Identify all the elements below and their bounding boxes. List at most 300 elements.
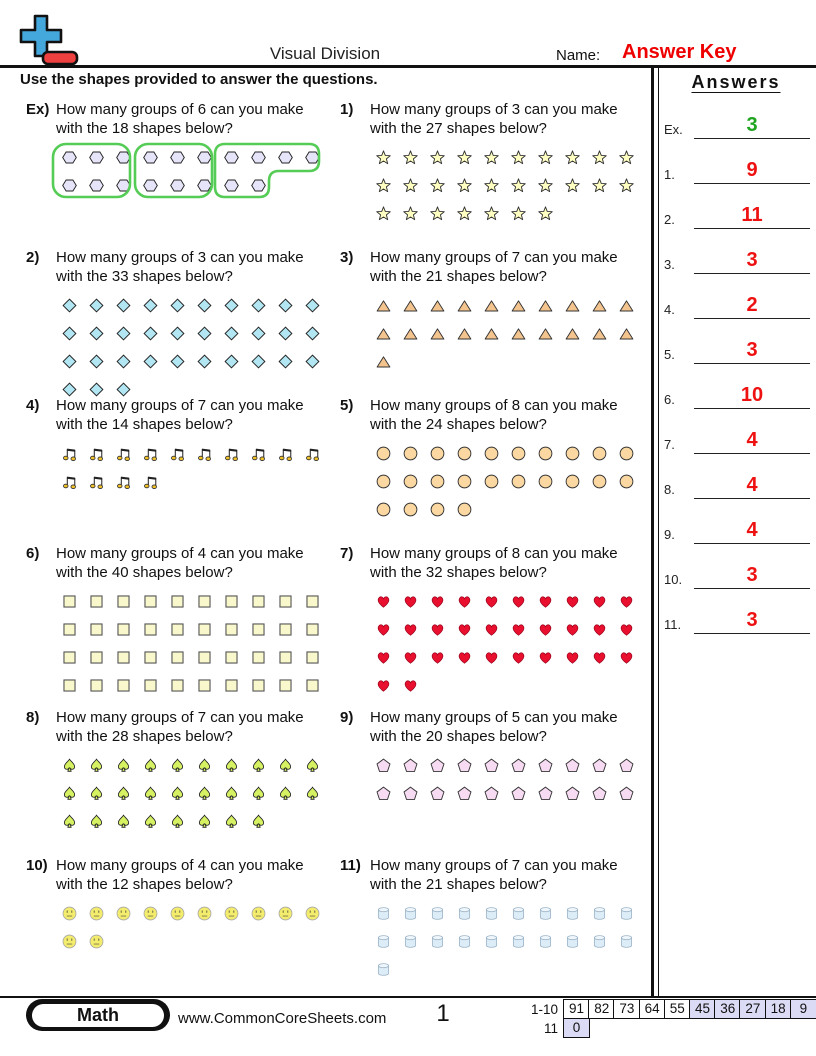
spade-shape-icon (218, 779, 245, 807)
square-shape-icon (56, 643, 83, 671)
cylinder-shape-icon (370, 927, 397, 955)
answer-number: 1. (664, 167, 675, 182)
answer-blank-line (694, 519, 810, 544)
question-line1: How many groups of 4 can you make (56, 545, 304, 562)
heart-shape-icon (586, 615, 613, 643)
question-line2: with the 12 shapes below? (56, 876, 233, 893)
spade-shape-icon (245, 751, 272, 779)
score-cells (563, 1018, 590, 1038)
spade-shape-icon (83, 779, 110, 807)
diamond-shape-icon (83, 319, 110, 347)
instructions-text: Use the shapes provided to answer the questions. (20, 71, 378, 88)
header-rule (0, 65, 816, 68)
hexagon-shape-icon (83, 143, 110, 171)
triangle-shape-icon (532, 291, 559, 319)
score-cell: 18 (765, 999, 792, 1019)
music-note-shape-icon (164, 439, 191, 467)
triangle-shape-icon (559, 291, 586, 319)
answer-number: 8. (664, 482, 675, 497)
cylinder-shape-icon (424, 927, 451, 955)
music-note-shape-icon (245, 439, 272, 467)
circle-shape-icon (559, 439, 586, 467)
circle-shape-icon (424, 467, 451, 495)
square-shape-icon (83, 643, 110, 671)
question-line1: How many groups of 7 can you make (370, 249, 618, 266)
circle-shape-icon (370, 467, 397, 495)
heart-shape-icon (451, 587, 478, 615)
square-shape-icon (110, 615, 137, 643)
circle-shape-icon (559, 467, 586, 495)
answer-value: 9 (746, 159, 758, 181)
square-shape-icon (56, 587, 83, 615)
question-line2: with the 21 shapes below? (370, 876, 547, 893)
diamond-shape-icon (245, 347, 272, 375)
triangle-shape-icon (370, 319, 397, 347)
music-note-shape-icon (56, 439, 83, 467)
cylinder-shape-icon (505, 927, 532, 955)
hexagon-shape-icon (191, 143, 218, 171)
hexagon-shape-icon (272, 143, 299, 171)
triangle-shape-icon (532, 319, 559, 347)
triangle-shape-icon (559, 319, 586, 347)
square-shape-icon (56, 671, 83, 699)
triangle-shape-icon (451, 319, 478, 347)
heart-shape-icon (586, 643, 613, 671)
circle-shape-icon (613, 467, 640, 495)
answer-row (664, 334, 810, 364)
diamond-shape-icon (137, 347, 164, 375)
circle-shape-icon (613, 439, 640, 467)
question-block (340, 544, 650, 699)
star-shape-icon (532, 171, 559, 199)
question-block (340, 100, 650, 227)
spade-shape-icon (56, 751, 83, 779)
heart-shape-icon (370, 671, 397, 699)
answer-number: 6. (664, 392, 675, 407)
triangle-shape-icon (451, 291, 478, 319)
music-note-shape-icon (272, 439, 299, 467)
square-shape-icon (245, 671, 272, 699)
score-row-label: 1-10 (530, 1002, 558, 1017)
question-block (340, 856, 650, 983)
question-line2: with the 28 shapes below? (56, 728, 233, 745)
triangle-shape-icon (370, 291, 397, 319)
answer-value: 11 (741, 204, 763, 226)
shapes-grid (370, 899, 650, 983)
heart-shape-icon (505, 587, 532, 615)
answer-row (664, 424, 810, 454)
heart-shape-icon (451, 643, 478, 671)
heart-shape-icon (559, 643, 586, 671)
question-block (26, 544, 336, 699)
pentagon-shape-icon (505, 779, 532, 807)
hexagon-shape-icon (245, 171, 272, 199)
pentagon-shape-icon (532, 751, 559, 779)
hexagon-shape-icon (299, 143, 326, 171)
square-shape-icon (272, 671, 299, 699)
cylinder-shape-icon (478, 899, 505, 927)
heart-shape-icon (370, 615, 397, 643)
answer-row (664, 109, 810, 139)
answer-number: Ex. (664, 122, 683, 137)
shapes-grid (370, 439, 650, 523)
heart-shape-icon (424, 643, 451, 671)
question-line1: How many groups of 7 can you make (56, 397, 304, 414)
pentagon-shape-icon (505, 751, 532, 779)
shapes-grid (56, 439, 336, 495)
diamond-shape-icon (164, 347, 191, 375)
question-line1: How many groups of 3 can you make (56, 249, 304, 266)
question-number: 4) (26, 397, 40, 414)
star-shape-icon (451, 199, 478, 227)
square-shape-icon (164, 587, 191, 615)
star-shape-icon (478, 143, 505, 171)
triangle-shape-icon (478, 319, 505, 347)
answers-heading: Answers (691, 72, 781, 92)
pentagon-shape-icon (613, 751, 640, 779)
question-line1: How many groups of 8 can you make (370, 545, 618, 562)
diamond-shape-icon (272, 291, 299, 319)
diamond-shape-icon (56, 291, 83, 319)
diamond-shape-icon (137, 291, 164, 319)
answer-row (664, 154, 810, 184)
answer-row (664, 289, 810, 319)
score-cell: 9 (790, 999, 816, 1019)
score-cell: 27 (739, 999, 766, 1019)
star-shape-icon (424, 143, 451, 171)
heart-shape-icon (397, 671, 424, 699)
cylinder-shape-icon (370, 955, 397, 983)
question-line1: How many groups of 6 can you make (56, 101, 304, 118)
answer-value: 3 (746, 564, 758, 586)
question-line2: with the 14 shapes below? (56, 416, 233, 433)
spade-shape-icon (56, 779, 83, 807)
music-note-shape-icon (137, 439, 164, 467)
subject-badge-label: Math (32, 1004, 164, 1027)
question-line2: with the 20 shapes below? (370, 728, 547, 745)
cylinder-shape-icon (532, 927, 559, 955)
diamond-shape-icon (164, 319, 191, 347)
question-block (340, 396, 650, 523)
score-cell: 64 (639, 999, 666, 1019)
pentagon-shape-icon (424, 751, 451, 779)
question-block (26, 100, 336, 199)
diamond-shape-icon (272, 319, 299, 347)
shapes-grid (56, 587, 336, 699)
circle-shape-icon (397, 495, 424, 523)
square-shape-icon (218, 615, 245, 643)
circle-shape-icon (397, 439, 424, 467)
cylinder-shape-icon (505, 899, 532, 927)
music-note-shape-icon (191, 439, 218, 467)
star-shape-icon (424, 171, 451, 199)
music-note-shape-icon (83, 439, 110, 467)
question-number: 1) (340, 101, 354, 118)
star-shape-icon (397, 143, 424, 171)
answer-blank-line (694, 384, 810, 409)
cylinder-shape-icon (559, 927, 586, 955)
square-shape-icon (191, 671, 218, 699)
answer-blank-line (694, 339, 810, 364)
triangle-shape-icon (397, 319, 424, 347)
score-row (520, 999, 816, 1020)
score-cell: 0 (563, 1018, 590, 1038)
subject-badge (26, 999, 170, 1031)
square-shape-icon (299, 671, 326, 699)
spade-shape-icon (218, 751, 245, 779)
heart-shape-icon (532, 615, 559, 643)
answer-number: 5. (664, 347, 675, 362)
pentagon-shape-icon (397, 779, 424, 807)
star-shape-icon (559, 143, 586, 171)
hexagon-shape-icon (218, 143, 245, 171)
square-shape-icon (272, 587, 299, 615)
heart-shape-icon (613, 587, 640, 615)
spade-shape-icon (191, 751, 218, 779)
hexagon-shape-icon (164, 171, 191, 199)
square-shape-icon (164, 643, 191, 671)
cylinder-shape-icon (532, 899, 559, 927)
triangle-shape-icon (424, 291, 451, 319)
question-number: 2) (26, 249, 40, 266)
question-line1: How many groups of 3 can you make (370, 101, 618, 118)
answer-row (664, 514, 810, 544)
shapes-grid (56, 143, 336, 199)
circle-shape-icon (505, 439, 532, 467)
triangle-shape-icon (586, 319, 613, 347)
square-shape-icon (83, 671, 110, 699)
square-shape-icon (164, 615, 191, 643)
pentagon-shape-icon (424, 779, 451, 807)
diamond-shape-icon (191, 319, 218, 347)
spade-shape-icon (191, 807, 218, 835)
square-shape-icon (56, 615, 83, 643)
square-shape-icon (191, 615, 218, 643)
score-table (520, 999, 816, 1039)
circle-shape-icon (424, 495, 451, 523)
answer-blank-line (694, 249, 810, 274)
smiley-shape-icon (56, 927, 83, 955)
circle-shape-icon (532, 467, 559, 495)
spade-shape-icon (299, 779, 326, 807)
diamond-shape-icon (245, 291, 272, 319)
square-shape-icon (272, 643, 299, 671)
cylinder-shape-icon (397, 927, 424, 955)
spade-shape-icon (110, 751, 137, 779)
question-block (340, 708, 650, 807)
hexagon-shape-icon (110, 171, 137, 199)
diamond-shape-icon (272, 347, 299, 375)
spade-shape-icon (137, 807, 164, 835)
square-shape-icon (245, 587, 272, 615)
smiley-shape-icon (56, 899, 83, 927)
diamond-shape-icon (110, 347, 137, 375)
spade-shape-icon (245, 779, 272, 807)
question-line2: with the 32 shapes below? (370, 564, 547, 581)
question-line1: How many groups of 4 can you make (56, 857, 304, 874)
spade-shape-icon (191, 779, 218, 807)
spade-shape-icon (272, 751, 299, 779)
star-shape-icon (505, 143, 532, 171)
heart-shape-icon (478, 587, 505, 615)
star-shape-icon (532, 143, 559, 171)
star-shape-icon (586, 143, 613, 171)
answer-blank-line (694, 474, 810, 499)
pentagon-shape-icon (451, 751, 478, 779)
circle-shape-icon (478, 439, 505, 467)
answer-blank-line (694, 564, 810, 589)
heart-shape-icon (559, 615, 586, 643)
score-row (520, 1018, 816, 1039)
answer-value: 3 (746, 114, 758, 136)
answer-row (664, 199, 810, 229)
page-number: 1 (436, 1000, 450, 1027)
diamond-shape-icon (299, 319, 326, 347)
score-cell: 73 (613, 999, 640, 1019)
heart-shape-icon (559, 587, 586, 615)
heart-shape-icon (397, 587, 424, 615)
circle-shape-icon (505, 467, 532, 495)
score-cell: 91 (563, 999, 590, 1019)
smiley-shape-icon (83, 899, 110, 927)
star-shape-icon (370, 143, 397, 171)
spade-shape-icon (110, 779, 137, 807)
spade-shape-icon (110, 807, 137, 835)
circle-shape-icon (532, 439, 559, 467)
cylinder-shape-icon (586, 927, 613, 955)
diamond-shape-icon (218, 291, 245, 319)
smiley-shape-icon (245, 899, 272, 927)
circle-shape-icon (451, 495, 478, 523)
hexagon-shape-icon (110, 143, 137, 171)
music-note-shape-icon (56, 467, 83, 495)
star-shape-icon (397, 171, 424, 199)
star-shape-icon (451, 171, 478, 199)
answer-value: 3 (746, 609, 758, 631)
heart-shape-icon (532, 643, 559, 671)
spade-shape-icon (137, 779, 164, 807)
square-shape-icon (191, 643, 218, 671)
pentagon-shape-icon (586, 779, 613, 807)
smiley-shape-icon (272, 899, 299, 927)
answer-number: 10. (664, 572, 683, 587)
square-shape-icon (191, 587, 218, 615)
circle-shape-icon (586, 439, 613, 467)
circle-shape-icon (586, 467, 613, 495)
question-number: Ex) (26, 101, 50, 118)
worksheet-title: Visual Division (269, 44, 381, 63)
answer-number: 3. (664, 257, 675, 272)
triangle-shape-icon (505, 291, 532, 319)
star-shape-icon (397, 199, 424, 227)
triangle-shape-icon (424, 319, 451, 347)
music-note-shape-icon (110, 439, 137, 467)
star-shape-icon (586, 171, 613, 199)
shapes-grid (370, 291, 650, 375)
shapes-grid (56, 751, 336, 835)
spade-shape-icon (272, 779, 299, 807)
answer-value: 3 (746, 339, 758, 361)
answer-row (664, 379, 810, 409)
question-block (26, 396, 336, 495)
diamond-shape-icon (191, 347, 218, 375)
answer-number: 4. (664, 302, 675, 317)
diamond-shape-icon (83, 347, 110, 375)
answer-value: 4 (746, 474, 758, 496)
pentagon-shape-icon (613, 779, 640, 807)
pentagon-shape-icon (370, 779, 397, 807)
hexagon-shape-icon (191, 171, 218, 199)
hexagon-shape-icon (137, 171, 164, 199)
answer-number: 7. (664, 437, 675, 452)
heart-shape-icon (451, 615, 478, 643)
square-shape-icon (218, 587, 245, 615)
diamond-shape-icon (245, 319, 272, 347)
hexagon-shape-icon (245, 143, 272, 171)
star-shape-icon (451, 143, 478, 171)
hexagon-shape-icon (218, 171, 245, 199)
pentagon-shape-icon (532, 779, 559, 807)
pentagon-shape-icon (451, 779, 478, 807)
triangle-shape-icon (613, 319, 640, 347)
question-number: 3) (340, 249, 354, 266)
triangle-shape-icon (613, 291, 640, 319)
circle-shape-icon (370, 439, 397, 467)
diamond-shape-icon (218, 319, 245, 347)
cylinder-shape-icon (424, 899, 451, 927)
square-shape-icon (272, 615, 299, 643)
score-cell: 55 (664, 999, 691, 1019)
pentagon-shape-icon (559, 779, 586, 807)
answer-number: 2. (664, 212, 675, 227)
score-cell: 45 (689, 999, 716, 1019)
square-shape-icon (110, 587, 137, 615)
star-shape-icon (613, 171, 640, 199)
diamond-shape-icon (83, 291, 110, 319)
question-line2: with the 40 shapes below? (56, 564, 233, 581)
answer-row (664, 559, 810, 589)
pentagon-shape-icon (397, 751, 424, 779)
question-number: 5) (340, 397, 354, 414)
spade-shape-icon (164, 807, 191, 835)
music-note-shape-icon (137, 467, 164, 495)
heart-shape-icon (505, 643, 532, 671)
square-shape-icon (110, 643, 137, 671)
spade-shape-icon (56, 807, 83, 835)
spade-shape-icon (164, 779, 191, 807)
question-line2: with the 27 shapes below? (370, 120, 547, 137)
score-row-label: 11 (543, 1021, 558, 1036)
question-number: 9) (340, 709, 354, 726)
star-shape-icon (505, 171, 532, 199)
smiley-shape-icon (164, 899, 191, 927)
circle-shape-icon (370, 495, 397, 523)
diamond-shape-icon (137, 319, 164, 347)
spade-shape-icon (83, 807, 110, 835)
circle-shape-icon (424, 439, 451, 467)
question-block (26, 708, 336, 835)
pentagon-shape-icon (370, 751, 397, 779)
heart-shape-icon (397, 643, 424, 671)
square-shape-icon (164, 671, 191, 699)
question-line1: How many groups of 7 can you make (370, 857, 618, 874)
shapes-grid (56, 899, 336, 955)
spade-shape-icon (299, 751, 326, 779)
question-line2: with the 24 shapes below? (370, 416, 547, 433)
star-shape-icon (613, 143, 640, 171)
answer-blank-line (694, 294, 810, 319)
heart-shape-icon (397, 615, 424, 643)
